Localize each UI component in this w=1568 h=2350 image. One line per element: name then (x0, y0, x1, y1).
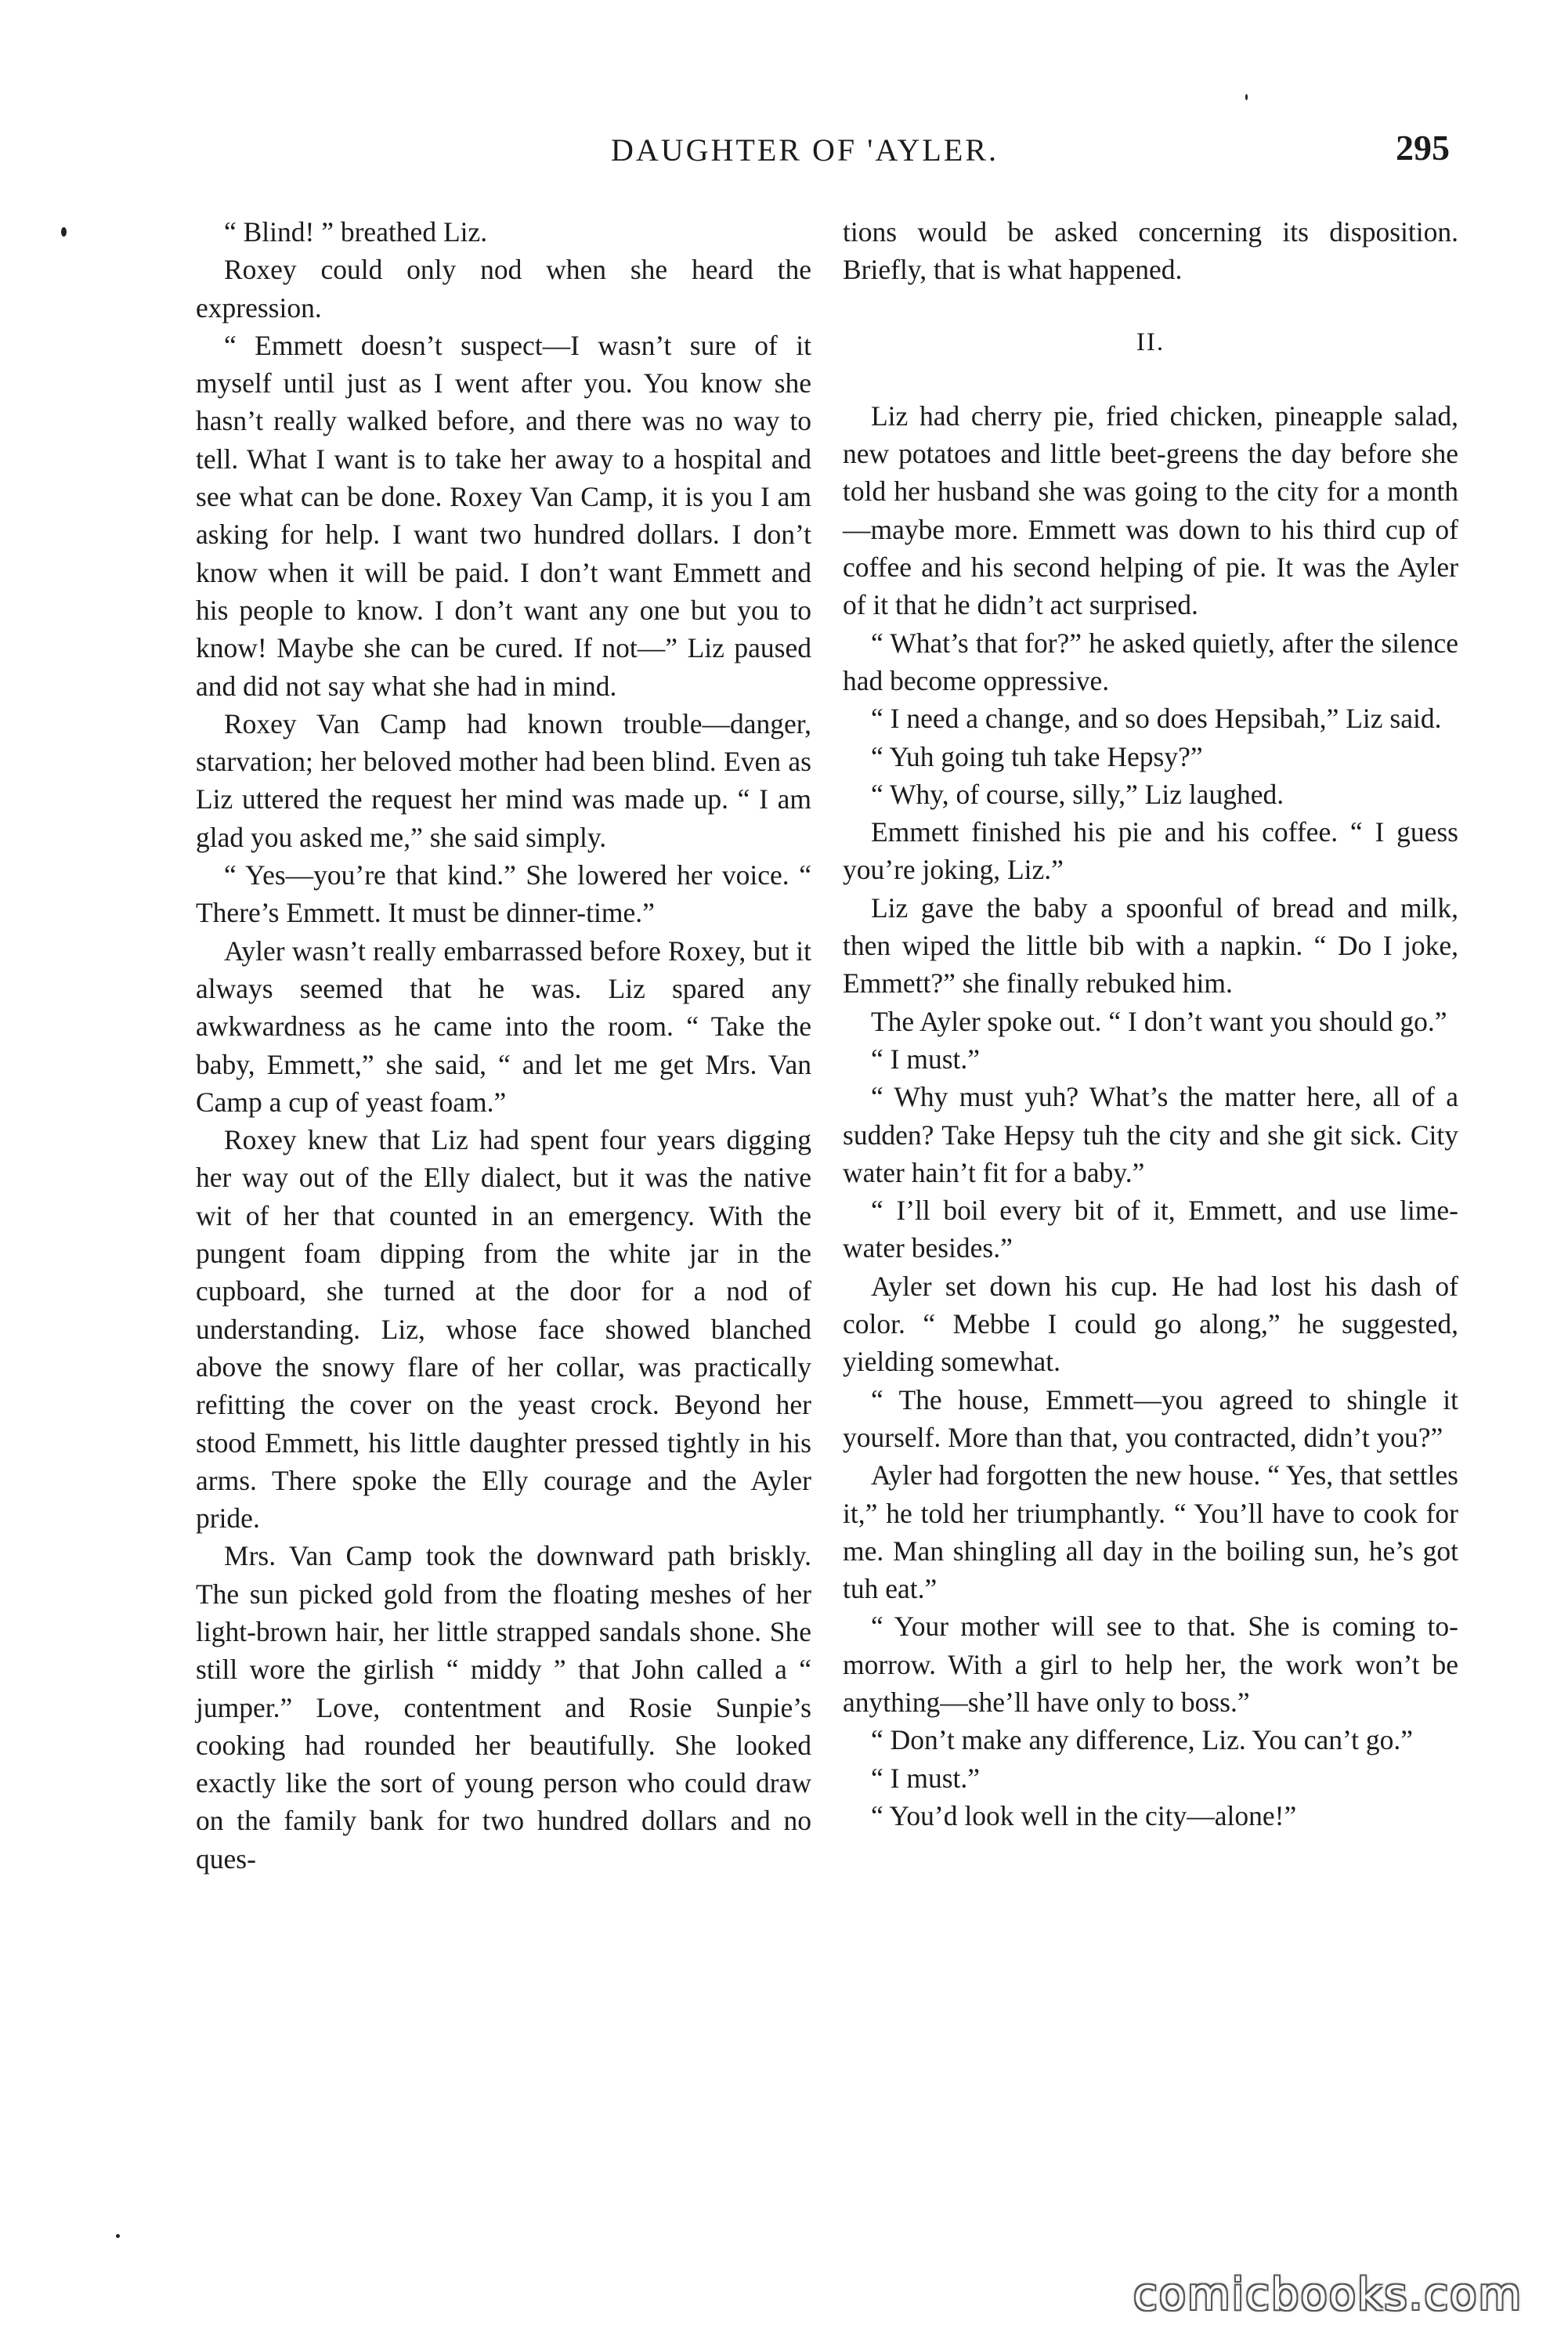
paragraph: Emmett finished his pie and his coffee. “ I guess you’re joking, Liz.” (843, 816, 1458, 886)
paragraph: “ I must.” (871, 1762, 981, 1794)
paragraph: “ Emmett doesn’t suspect—I wasn’t sure of it myself until just as I went after you. You know she hasn’t really walked before, and there was no way to tell. What I want is to take her away to a hospital and see what can be done. Roxey Van Camp, it is you I am asking for help. I want two hundred dollars. I don’t know when it will be paid. I don’t want Emmett and his people to know. I don’t want any one but you to know! Maybe she can be cured. If not—” Liz paused and did not say what she had in mind. (196, 329, 811, 702)
paragraph: The Ayler spoke out. “ I don’t want you should go.” (871, 1005, 1447, 1037)
page-number: 295 (1396, 128, 1450, 168)
paragraph: Ayler wasn’t really embarrassed before Roxey, but it always seemed that he was. Liz spared any awkwardness as he came into the room. “ Take the baby, Emmett,” she said, “ and let me get Mrs. Van Camp a cup of yeast foam.” (196, 935, 811, 1118)
paragraph: “ I must.” (871, 1043, 981, 1075)
ink-speck (1245, 94, 1248, 100)
running-title: DAUGHTER OF 'AYLER. (611, 132, 999, 168)
paragraph: “ Why must yuh? What’s the matter here, all of a sudden? Take Hepsy tuh the city and she git sick. City water hain’t fit for a baby.” (843, 1081, 1458, 1188)
paragraph: “ I’ll boil every bit of it, Emmett, and use lime-water besides.” (843, 1195, 1458, 1264)
paragraph: “ The house, Emmett—you agreed to shingle it yourself. More than that, you contracted, didn’t you?” (843, 1383, 1458, 1453)
paragraph: “ What’s that for?” he asked quietly, after the silence had become oppressive. (843, 627, 1458, 696)
paragraph: Liz gave the baby a spoonful of bread and milk, then wiped the little bib with a napkin. “ Do I joke, Emmett?” she finally rebuked him. (843, 891, 1458, 1000)
paragraph: “ Yes—you’re that kind.” She lowered her voice. “ There’s Emmett. It must be dinner-time.” (196, 859, 811, 929)
paragraph: “ Yuh going tuh take Hepsy?” (871, 740, 1203, 772)
paragraph: “ You’d look well in the city—alone!” (871, 1799, 1297, 1831)
paragraph: “ Don’t make any difference, Liz. You can’t go.” (871, 1724, 1414, 1756)
paragraph: Roxey Van Camp had known trouble—danger, starvation; her beloved mother had been blind. Even as Liz uttered the request her mind was made up. “ I am glad you asked me,” she said simply. (196, 707, 811, 853)
paragraph: Mrs. Van Camp took the downward path briskly. The sun picked gold from the floating meshes of her light-brown hair, her little strapped sandals shone. She still wore the girlish “ middy ” that John called a “ jumper.” Love, contentment and Rosie Sunpie’s cooking had rounded her beautifully. She looked exactly like the sort of young person who could draw on the family bank for two hundred dollars and no ques- (196, 1540, 811, 1875)
paragraph: “ I need a change, and so does Hepsibah,” Liz said. (871, 703, 1442, 735)
paragraph: “ Your mother will see to that. She is coming to-morrow. With a girl to help her, the work won’t be anything—she’ll have only to boss.” (843, 1611, 1458, 1718)
paragraph-continued: tions would be asked concerning its disposition. Briefly, that is what happened. (843, 216, 1458, 286)
paragraph: Ayler had forgotten the new house. “ Yes, that settles it,” he told her triumphantly. “ You’ll have to cook for me. Man shingling all day in the boiling sun, he’s got tuh eat.” (843, 1459, 1458, 1605)
right-column (843, 213, 1458, 1835)
paragraph: “ Blind! ” breathed Liz. (224, 216, 488, 248)
paragraph: “ Why, of course, silly,” Liz laughed. (871, 778, 1284, 810)
paragraph: Liz had cherry pie, fried chicken, pineapple salad, new potatoes and little beet-greens the day before she told her husband she was going to the city for a month—maybe more. Emmett was down to his third cup of coffee and his second helping of pie. It was the Ayler of it that he didn’t act surprised. (843, 400, 1458, 621)
ink-speck (61, 227, 67, 237)
paragraph: Roxey knew that Liz had spent four years digging her way out of the Elly dialect, but it was the native wit of her that counted in an emergency. With the pungent foam dipping from the white jar in the cupboard, she turned at the door for a nod of understanding. Liz, whose face showed blanched above the snowy flare of her collar, was practically refitting the cover on the yeast crock. Beyond her stood Emmett, his little daughter pressed tightly in his arms. There spoke the Elly courage and the Ayler pride. (196, 1124, 811, 1535)
paragraph: Roxey could only nod when she heard the expression. (196, 254, 811, 324)
left-column (196, 213, 811, 1878)
section-number: II. (1136, 327, 1165, 356)
watermark-logo: comicbooks.com (1133, 2269, 1523, 2320)
ink-speck (116, 2234, 120, 2238)
paragraph: Ayler set down his cup. He had lost his dash of color. “ Mebbe I could go along,” he suggested, yielding somewhat. (843, 1270, 1458, 1378)
